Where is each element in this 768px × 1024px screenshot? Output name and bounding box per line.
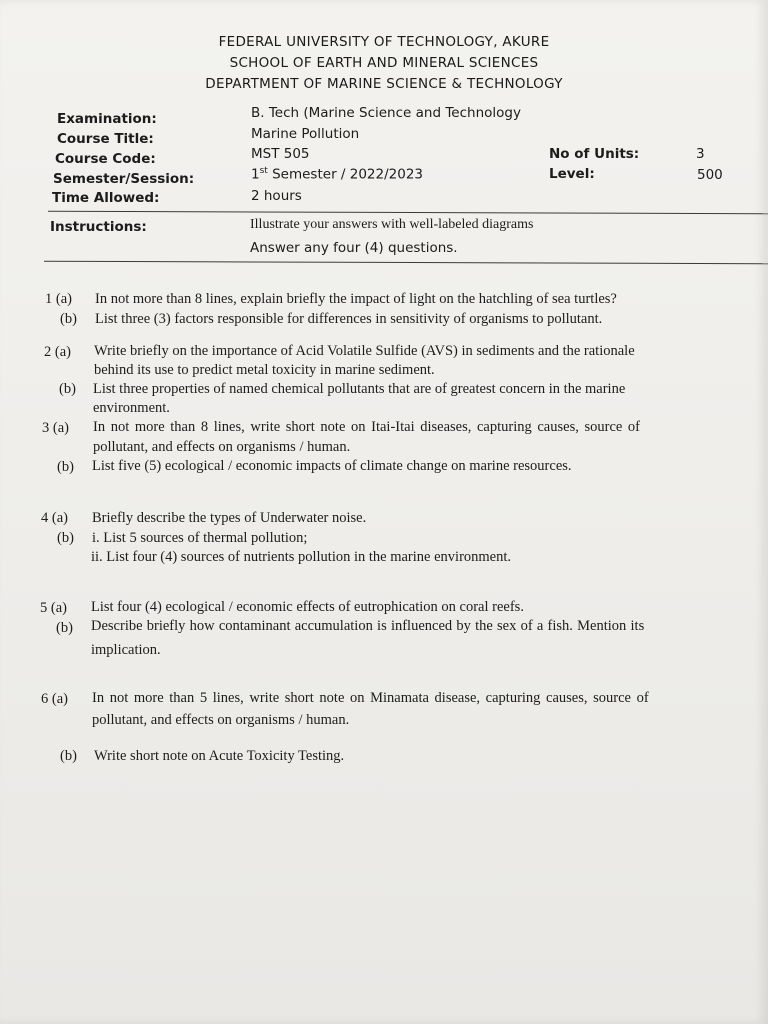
school-name: SCHOOL OF EARTH AND MINERAL SCIENCES (229, 55, 539, 71)
time-allowed-value: 2 hours (251, 188, 302, 204)
q6a-number: 6 (a) (41, 691, 68, 707)
q3b-number: (b) (57, 459, 74, 475)
q3a-number: 3 (a) (42, 420, 69, 436)
instruction-1: Illustrate your answers with well-labeled diagrams (250, 217, 534, 232)
q2a-number: 2 (a) (44, 344, 71, 360)
q3a-text-line2: pollutant, and effects on organisms / human. (93, 439, 351, 455)
q1b-number: (b) (60, 311, 77, 327)
university-name: FEDERAL UNIVERSITY OF TECHNOLOGY, AKURE (218, 34, 550, 50)
q2a-text-line1: Write briefly on the importance of Acid Volatile Sulfide (AVS) in sediments and the rationale (94, 343, 635, 359)
time-allowed-label: Time Allowed: (52, 190, 160, 206)
examination-label: Examination: (57, 111, 157, 127)
q5b-number: (b) (56, 620, 73, 636)
instructions-label: Instructions: (50, 219, 147, 235)
q4b-part-i: i. List 5 sources of thermal pollution; (92, 530, 308, 546)
q1b-text: List three (3) factors responsible for differences in sensitivity of organisms to pollutant. (95, 311, 603, 327)
q5a-text: List four (4) ecological / economic effects of eutrophication on coral reefs. (91, 599, 524, 615)
q5b-text-line1: Describe briefly how contaminant accumulation is influenced by the sex of a fish. Mention its (91, 618, 645, 634)
q3a-text-line1: In not more than 8 lines, write short note on Itai-Itai diseases, capturing causes, source of (93, 419, 641, 435)
q2b-text-line2: environment. (93, 400, 170, 416)
course-title-label: Course Title: (57, 131, 154, 147)
q1a-number: 1 (a) (45, 291, 72, 307)
q4b-part-ii: ii. List four (4) sources of nutrients pollution in the marine environment. (91, 549, 512, 565)
instruction-2: Answer any four (4) questions. (250, 240, 458, 256)
q6b-text: Write short note on Acute Toxicity Testing. (94, 748, 345, 764)
examination-value: B. Tech (Marine Science and Technology (251, 105, 521, 121)
level-label: Level: (549, 166, 595, 182)
units-value: 3 (696, 146, 705, 162)
q5a-number: 5 (a) (40, 600, 67, 616)
q6a-text-line2: pollutant, and effects on organisms / human. (92, 712, 350, 728)
course-title-value: Marine Pollution (251, 126, 360, 142)
q2b-number: (b) (59, 381, 76, 397)
q4b-number: (b) (57, 530, 74, 546)
level-value: 500 (697, 167, 723, 183)
divider-top (48, 211, 768, 215)
semester-value: 1st Semester / 2022/2023 (251, 166, 424, 183)
q3b-text: List five (5) ecological / economic impacts of climate change on marine resources. (92, 458, 572, 474)
semester-label: Semester/Session: (53, 171, 195, 187)
q2b-text-line1: List three properties of named chemical pollutants that are of greatest concern in the marine (93, 381, 626, 397)
q6b-number: (b) (60, 748, 77, 764)
course-code-label: Course Code: (55, 151, 156, 167)
q1a-text: In not more than 8 lines, explain briefly the impact of light on the hatchling of sea turtles? (95, 291, 617, 307)
course-code-value: MST 505 (251, 146, 310, 162)
units-label: No of Units: (549, 146, 640, 162)
department-name: DEPARTMENT OF MARINE SCIENCE & TECHNOLOGY (205, 76, 563, 92)
q5b-text-line2: implication. (91, 642, 161, 658)
q4a-number: 4 (a) (41, 510, 68, 526)
q4a-text: Briefly describe the types of Underwater noise. (92, 510, 367, 526)
q6a-text-line1: In not more than 5 lines, write short note on Minamata disease, capturing causes, source of (92, 690, 649, 706)
q2a-text-line2: behind its use to predict metal toxicity in marine sediment. (94, 362, 435, 378)
divider-bottom (44, 261, 768, 265)
